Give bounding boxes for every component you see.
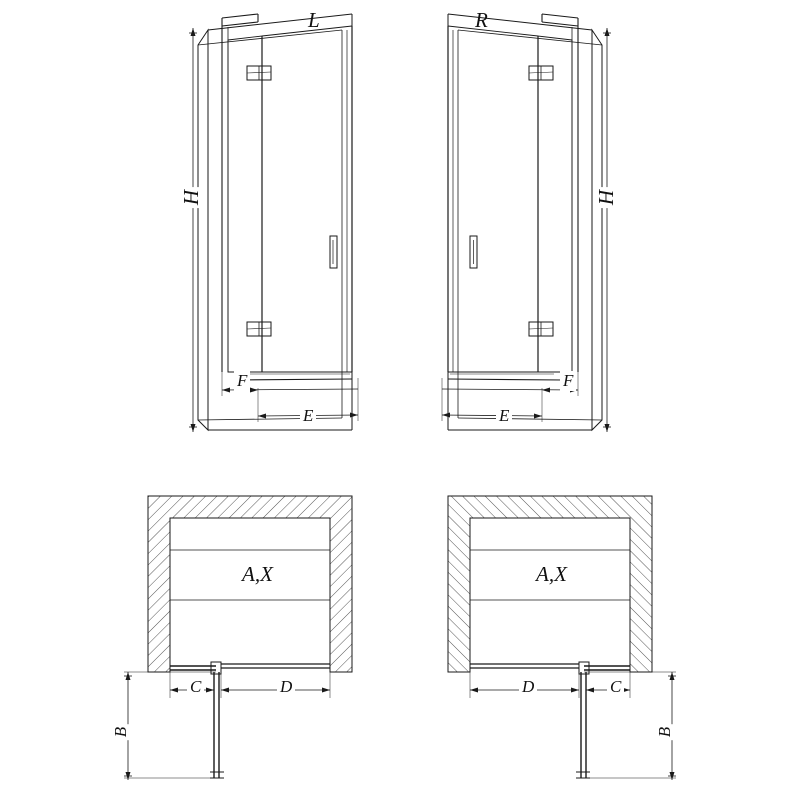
dimension-label-f-left: F	[234, 371, 250, 391]
dimension-label-b-left: B	[111, 724, 131, 740]
dimension-label-c-right: C	[607, 677, 624, 697]
plan-left-view	[124, 496, 352, 780]
dimension-label-e-right: E	[496, 406, 512, 426]
variant-label-right: R	[475, 8, 488, 32]
dimension-label-c-left: C	[187, 677, 204, 697]
dimension-label-a-x-left: A,X	[239, 562, 276, 587]
variant-label-left: L	[308, 8, 320, 32]
plan-right-view	[448, 496, 676, 780]
elevation-right-view	[442, 14, 611, 432]
dimension-label-b-right: B	[655, 724, 675, 740]
dimension-label-d-right: D	[519, 677, 537, 697]
dimension-label-e-left: E	[300, 406, 316, 426]
dimension-label-f-right: F	[560, 371, 576, 391]
dimension-label-h-left: H	[179, 187, 204, 208]
dimension-label-d-left: D	[277, 677, 295, 697]
elevation-left-view	[189, 14, 358, 432]
dimension-label-a-x-right: A,X	[533, 562, 570, 587]
dimension-label-h-right: H	[594, 187, 619, 208]
